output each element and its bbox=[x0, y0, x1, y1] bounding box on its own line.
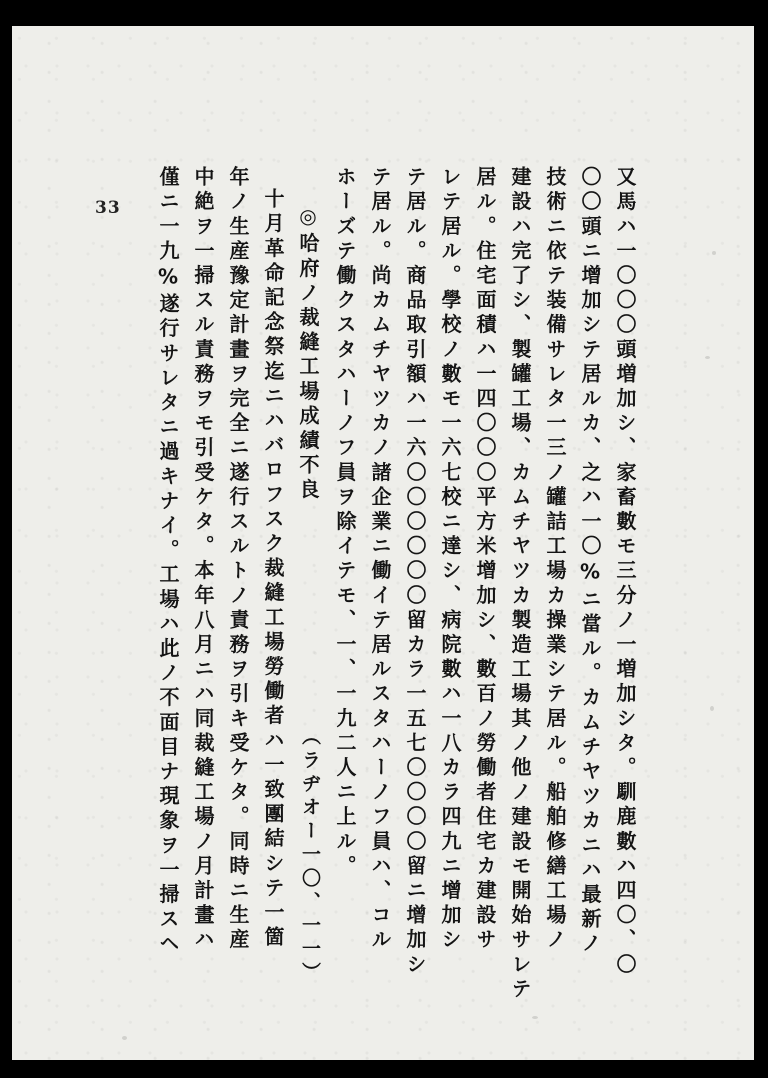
text-line: 中絶ヲ一掃スル責務ヲモ引受ケタ。本年八月ニハ同裁縫工場ノ月計畫ハ bbox=[191, 166, 215, 954]
text-line: テ居ル。商品取引額ハ一六〇〇〇〇〇〇留カラ一五七〇〇〇〇留ニ增加シ bbox=[403, 166, 427, 978]
text-line: 技術ニ依テ装備サレタ一三ノ罐詰工場カ操業シテ居ル。船舶修繕工場ノ bbox=[543, 166, 567, 954]
section-article bbox=[150, 166, 325, 986]
source-citation: （ラヂオー一〇、一一） bbox=[299, 726, 321, 986]
text-line: ホーズテ働クスタハーノフ員ヲ除イテモ、一、一九二人ニ上ル。 bbox=[333, 166, 357, 880]
ink-speck bbox=[122, 1036, 127, 1040]
ink-speck bbox=[710, 706, 714, 711]
section-heading: ◎哈府ノ裁縫工場成績不良 bbox=[296, 204, 320, 504]
ink-speck bbox=[532, 1016, 538, 1019]
document-page bbox=[12, 26, 754, 1060]
text-line: レテ居ル。學校ノ數モ一六七校ニ達シ、病院數ハ一八カラ四九ニ增加シ bbox=[438, 166, 462, 954]
ink-speck bbox=[705, 356, 710, 359]
text-line: 又馬ハ一〇〇〇頭増加シ、家畜數モ三分ノ一増加シタ。馴鹿數ハ四〇、〇 bbox=[613, 166, 637, 978]
text-line: 〇〇頭ニ增加シテ居ルカ、之ハ一〇%ニ當ル。カムチヤツカニハ最新ノ bbox=[578, 166, 602, 958]
text-line: 僅ニ一九%遂行サレタニ過キナイ。工場ハ此ノ不面目ナ現象ヲ一掃スヘ bbox=[156, 166, 180, 958]
page-number: 33 bbox=[95, 198, 121, 218]
article-body bbox=[292, 166, 642, 1003]
text-line: 建設ハ完了シ、製罐工場、カムチヤツカ製造工場其ノ他ノ建設モ開始サレテ bbox=[508, 166, 532, 1003]
text-line: テ居ル。尚カムチヤツカノ諸企業ニ働イテ居ルスタハーノフ員ハ、コル bbox=[368, 166, 392, 954]
ink-speck bbox=[712, 251, 716, 255]
text-line: 年ノ生産豫定計畫ヲ完全ニ遂行スルトノ責務ヲ引キ受ケタ。同時ニ生産 bbox=[226, 166, 250, 954]
text-line: 居ル。住宅面積ハ一四〇〇〇平方米增加シ、數百ノ勞働者住宅カ建設サ bbox=[473, 166, 497, 954]
text-line: 十月革命記念祭迄ニハバロフスク裁縫工場勞働者ハ一致團結シテ一箇 bbox=[261, 188, 285, 951]
